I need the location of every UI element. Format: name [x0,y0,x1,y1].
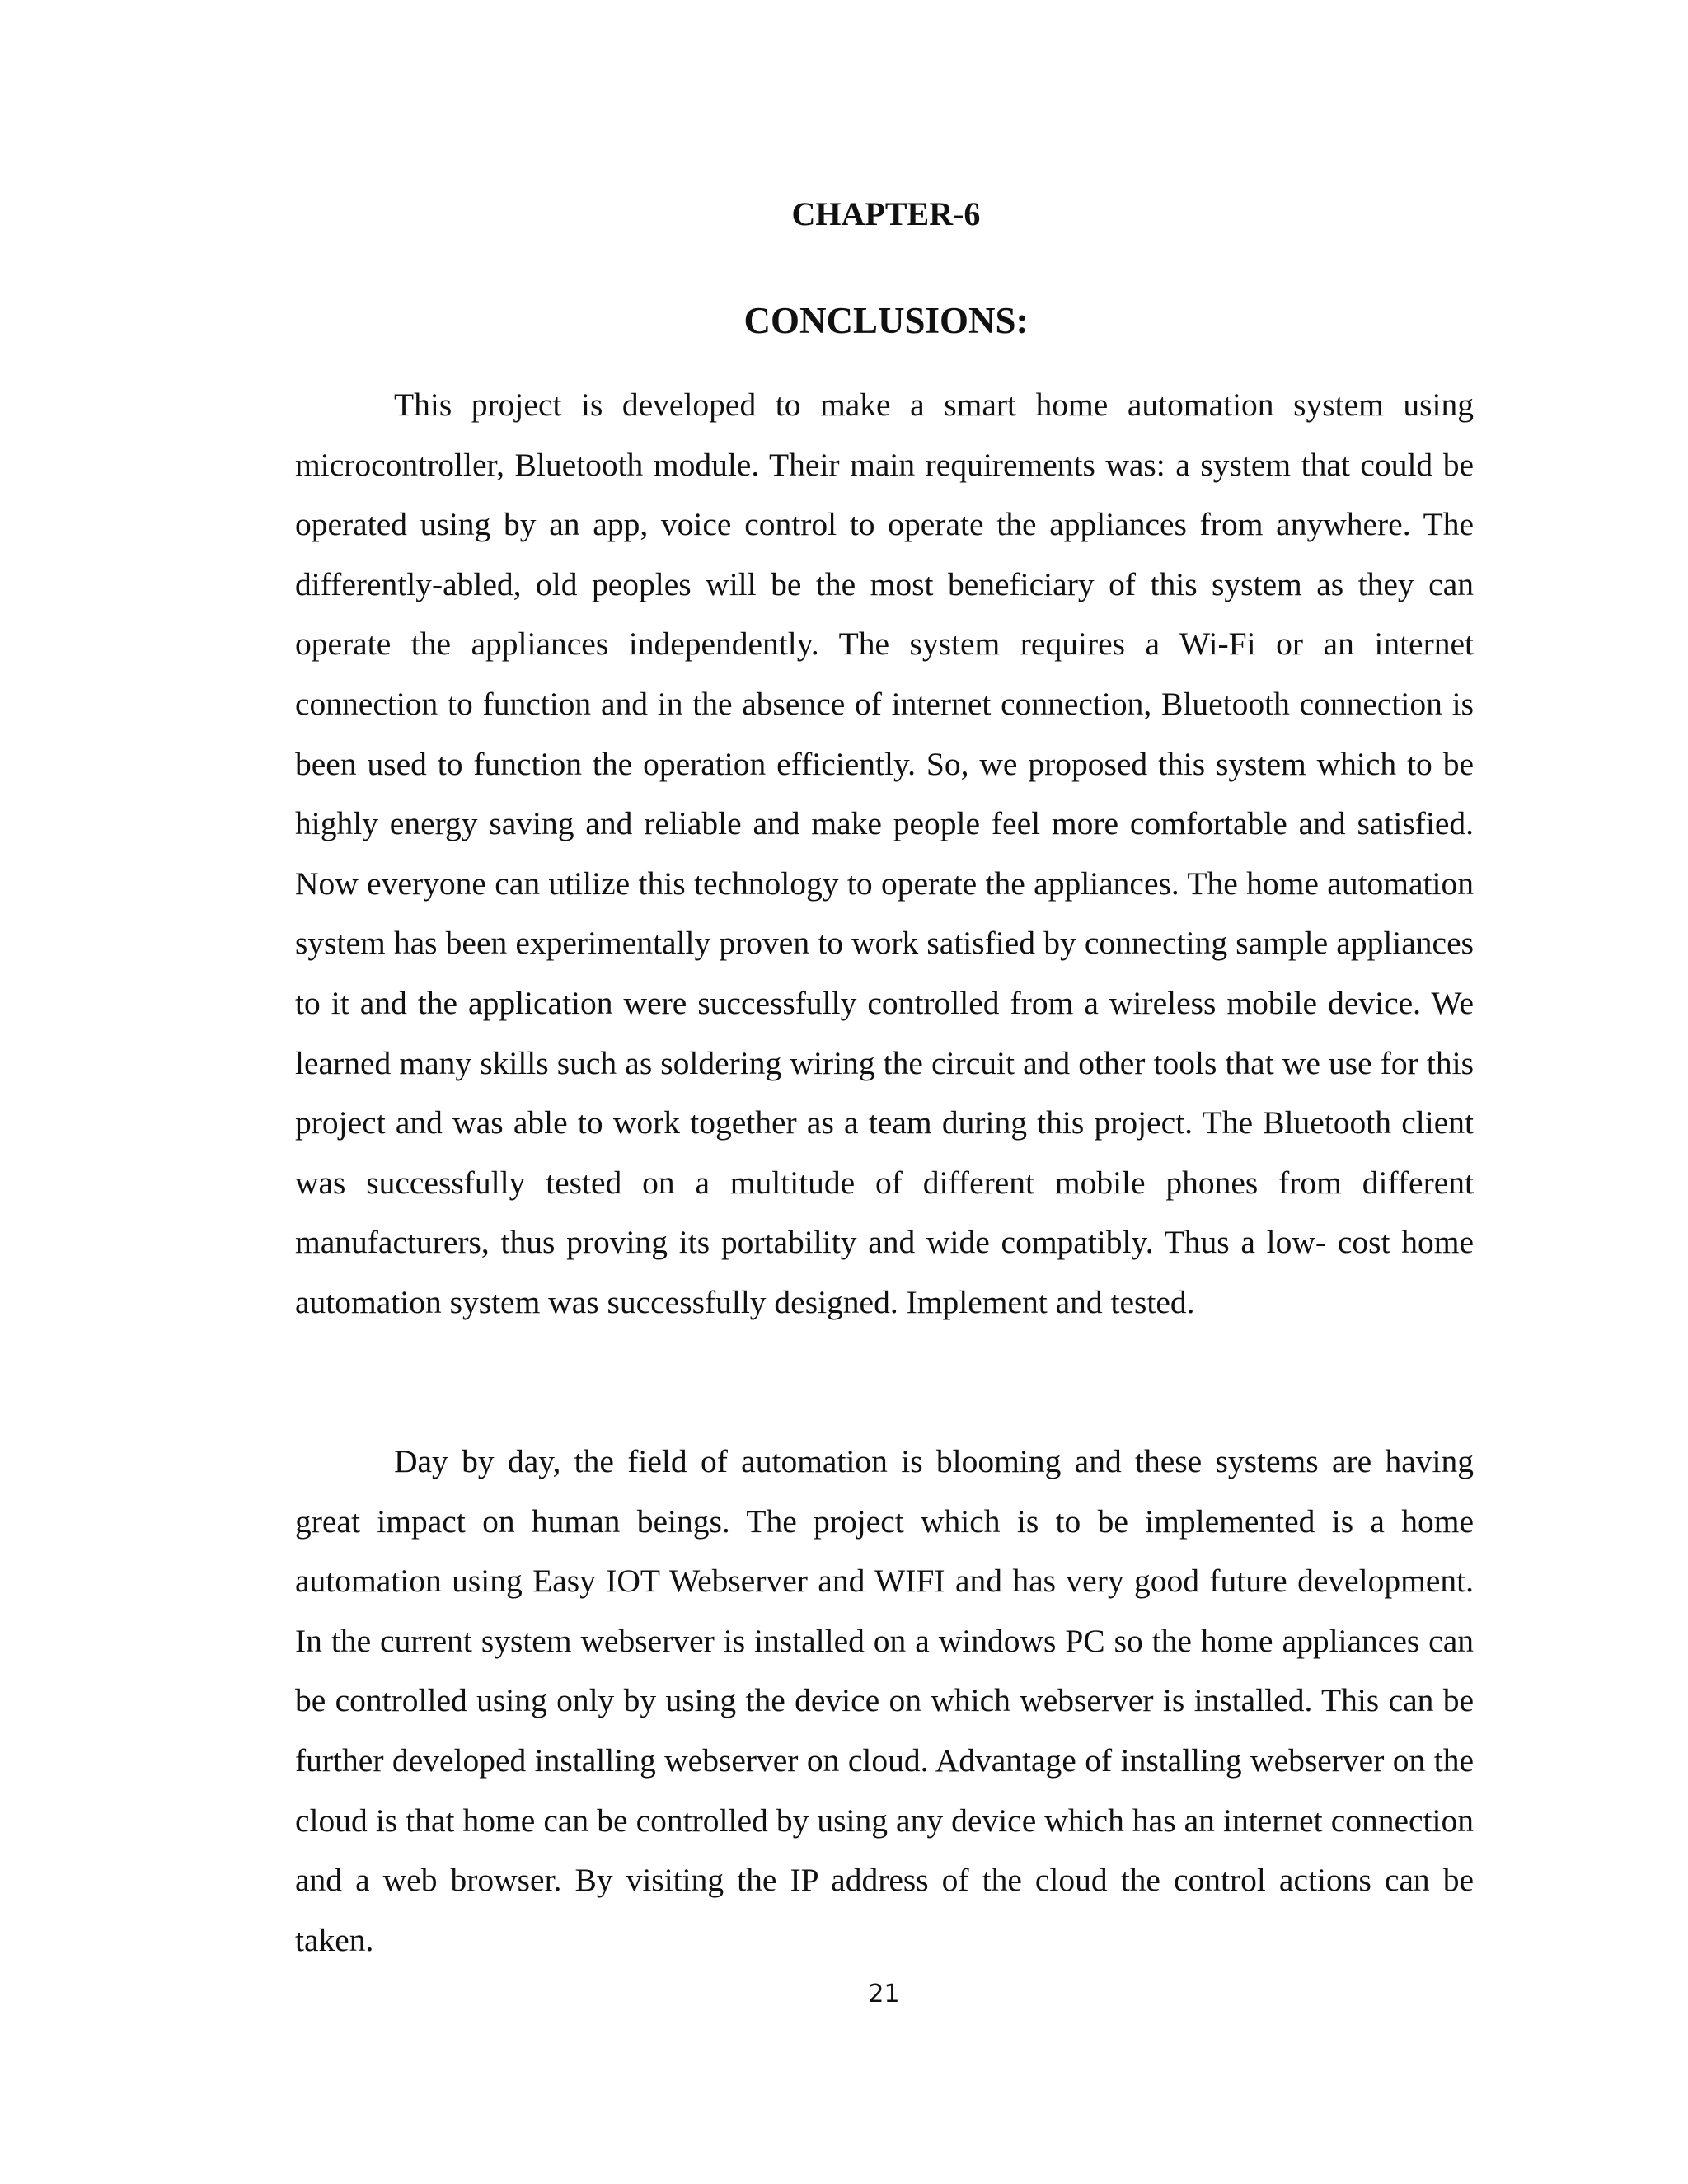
body-paragraph-2: Day by day, the field of automation is blooming and these systems are having great impact on human beings. The project which is to be implemented is a home automation using Easy IOT Webserver and WIFI and has very good future development. In the current system webserver is installed on a windows PC so the home appliances can be controlled using only by using the device on which webserver is installed. This can be further developed installing webserver on cloud. Advantage of installing webserver on the cloud is that home can be controlled by using any device which has an internet connection and a web browser. By visiting the IP address of the cloud the control actions can be taken. [295,1443,1474,1958]
page-number: 21 [868,1980,900,2008]
section-title: CONCLUSIONS: [743,300,1029,341]
body-paragraph-1: This project is developed to make a smart home automation system using microcontroller, Bluetooth module. Their main requirements was: a system that could be operated using by an app, voice control to operate the appliances from anywhere. The differently-abled, old peoples will be the most beneficiary of this system as they can operate the appliances independently. The system requires a Wi-Fi or an internet connection to function and in the absence of internet connection, Bluetooth connection is been used to function the operation efficiently. So, we proposed this system which to be highly energy saving and reliable and make people feel more comfortable and satisfied. Now everyone can utilize this technology to operate the appliances. The home automation system has been experimentally proven to work satisfied by connecting sample appliances to it and the application were successfully controlled from a wireless mobile device. We learned many skills such as soldering wiring the circuit and other tools that we use for this project and was able to work together as a team during this project. The Bluetooth client was successfully tested on a multitude of different mobile phones from different manufacturers, thus proving its portability and wide compatibly. Thus a low- cost home automation system was successfully designed. Implement and tested. [295,387,1474,1320]
chapter-label: CHAPTER-6 [791,195,981,232]
